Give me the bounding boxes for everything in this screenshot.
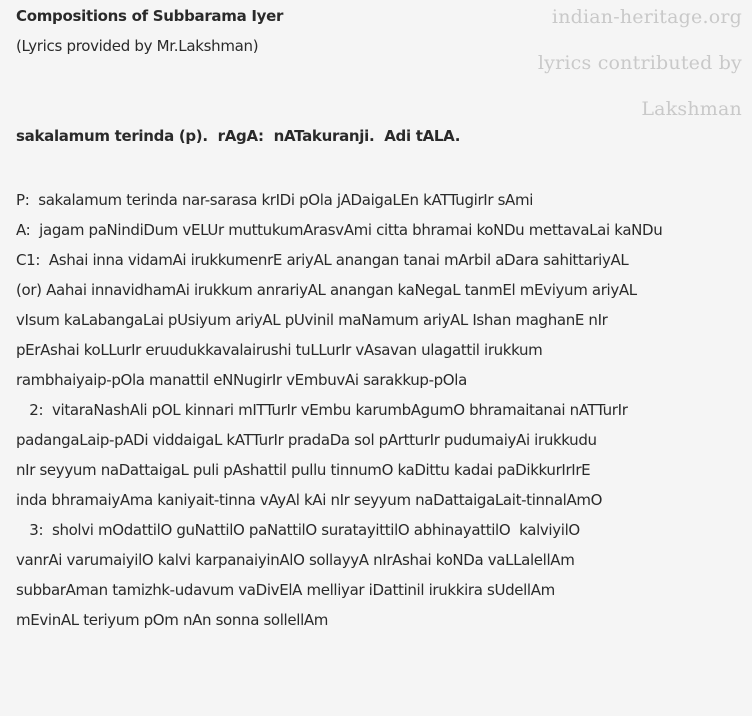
watermark-contributed-by: lyrics contributed by xyxy=(537,52,742,74)
lyric-line-pallavi: P: sakalamum terinda nar-sarasa krIDi pOla jADaigaLEn kATTugirIr sAmi xyxy=(16,191,534,209)
lyric-line: nIr seyyum naDattaigaL puli pAshattil pullu tinnumO kaDittu kadai paDikkurIrIrE xyxy=(16,461,591,479)
watermark-site: indian-heritage.org xyxy=(551,6,742,28)
page-subtitle: (Lyrics provided by Mr.Lakshman) xyxy=(16,37,259,55)
watermark-contributor-name: Lakshman xyxy=(641,98,742,120)
lyric-line: vanrAi varumaiyilO kalvi karpanaiyinAlO sollayyA nIrAshai koNDa vaLLalellAm xyxy=(16,551,575,569)
lyric-line: vIsum kaLabangaLai pUsiyum ariyAL pUvinil maNamum ariyAL Ishan maghanE nIr xyxy=(16,311,608,329)
lyric-line-anupallavi: A: jagam paNindiDum vELUr muttukumArasvAmi citta bhramai koNDu mettavaLai kaNDu xyxy=(16,221,663,239)
lyric-line: mEvinAL teriyum pOm nAn sonna sollellAm xyxy=(16,611,329,629)
song-raga-tala-heading: sakalamum terinda (p). rAgA: nATakuranji. Adi tALA. xyxy=(16,127,461,145)
lyric-line: rambhaiyaip-pOla manattil eNNugirIr vEmbuvAi sarakkup-pOla xyxy=(16,371,467,389)
lyrics-list xyxy=(16,185,748,635)
lyric-line: subbarAman tamizhk-udavum vaDivElA melliyar iDattinil irukkira sUdellAm xyxy=(16,581,555,599)
lyric-line-charanam-2: 2: vitaraNashAli pOL kinnari mITTurIr vEmbu karumbAgumO bhramaitanai nATTurIr xyxy=(16,401,628,419)
lyric-line-charanam-1: C1: Ashai inna vidamAi irukkumenrE ariyAL anangan tanai mArbil aDara sahittariyAL xyxy=(16,251,629,269)
lyric-line: (or) Aahai innavidhamAi irukkum anrariyAL anangan kaNegaL tanmEl mEviyum ariyAL xyxy=(16,281,637,299)
lyric-line-charanam-3: 3: sholvi mOdattilO guNattilO paNattilO suratayittilO abhinayattilO kalviyilO xyxy=(16,521,580,539)
lyric-line: pErAshai koLLurIr eruudukkavalairushi tuLLurIr vAsavan ulagattil irukkum xyxy=(16,341,543,359)
page-title: Compositions of Subbarama Iyer xyxy=(16,7,284,25)
lyric-line: inda bhramaiyAma kaniyait-tinna vAyAl kAi nIr seyyum naDattaigaLait-tinnalAmO xyxy=(16,491,603,509)
lyric-line: padangaLaip-pADi viddaigaL kATTurIr pradaDa sol pArtturIr pudumaiyAi irukkudu xyxy=(16,431,597,449)
